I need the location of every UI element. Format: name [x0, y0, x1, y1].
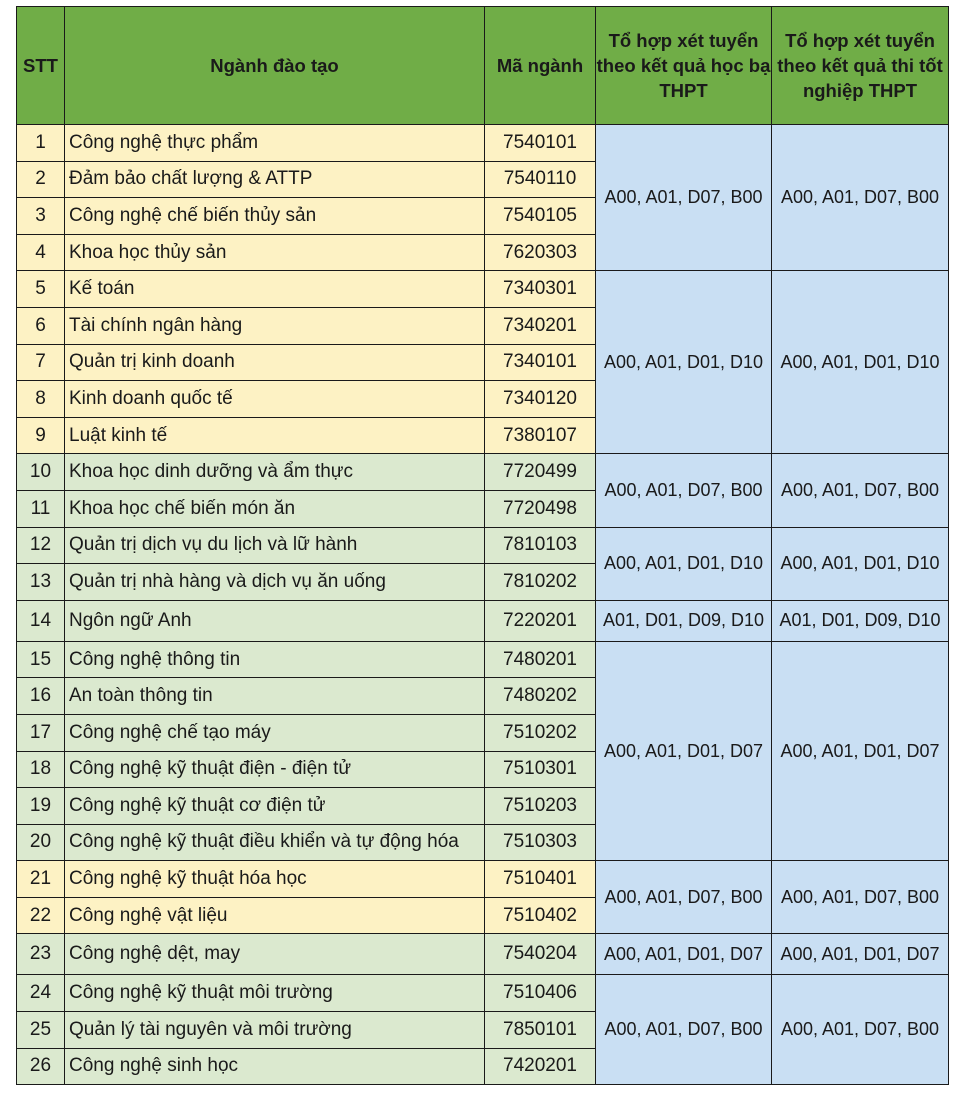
stt-cell: 3 [17, 198, 65, 235]
stt-cell: 5 [17, 271, 65, 308]
major-cell: Quản trị kinh doanh [65, 344, 485, 381]
major-cell: Luật kinh tế [65, 417, 485, 454]
combo-thi-cell: A00, A01, D01, D07 [772, 641, 949, 861]
code-cell: 7340301 [485, 271, 596, 308]
code-cell: 7510406 [485, 975, 596, 1012]
code-cell: 7540204 [485, 934, 596, 975]
header-row [17, 7, 949, 125]
code-cell: 7220201 [485, 600, 596, 641]
table-row [17, 934, 949, 975]
combo-thi-cell: A01, D01, D09, D10 [772, 600, 949, 641]
stt-cell: 11 [17, 490, 65, 527]
stt-cell: 4 [17, 234, 65, 271]
code-cell: 7340120 [485, 381, 596, 418]
header-combo-hocba: Tổ hợp xét tuyển theo kết quả học bạ THPT [596, 7, 772, 125]
combo-hocba-cell: A00, A01, D01, D07 [596, 934, 772, 975]
major-cell: Quản trị nhà hàng và dịch vụ ăn uống [65, 564, 485, 601]
stt-cell: 8 [17, 381, 65, 418]
table-row [17, 271, 949, 308]
major-cell: Công nghệ kỹ thuật cơ điện tử [65, 788, 485, 825]
table-row [17, 600, 949, 641]
combo-thi-cell: A00, A01, D01, D10 [772, 271, 949, 454]
code-cell: 7420201 [485, 1048, 596, 1085]
stt-cell: 18 [17, 751, 65, 788]
stt-cell: 16 [17, 678, 65, 715]
stt-cell: 24 [17, 975, 65, 1012]
major-cell: Khoa học chế biến món ăn [65, 490, 485, 527]
combo-hocba-cell: A00, A01, D07, B00 [596, 861, 772, 934]
major-cell: Công nghệ thực phẩm [65, 125, 485, 162]
header-code: Mã ngành [485, 7, 596, 125]
combo-hocba-cell: A00, A01, D07, B00 [596, 975, 772, 1085]
major-cell: Công nghệ dệt, may [65, 934, 485, 975]
major-cell: Công nghệ kỹ thuật hóa học [65, 861, 485, 898]
major-cell: Công nghệ chế biến thủy sản [65, 198, 485, 235]
stt-cell: 14 [17, 600, 65, 641]
table-row [17, 527, 949, 564]
combo-thi-cell: A00, A01, D01, D10 [772, 527, 949, 600]
combo-hocba-cell: A00, A01, D01, D10 [596, 271, 772, 454]
code-cell: 7510401 [485, 861, 596, 898]
header-combo-thi: Tổ hợp xét tuyển theo kết quả thi tốt nghiệp THPT [772, 7, 949, 125]
combo-hocba-cell: A00, A01, D01, D07 [596, 641, 772, 861]
code-cell: 7540110 [485, 161, 596, 198]
code-cell: 7720498 [485, 490, 596, 527]
major-cell: Tài chính ngân hàng [65, 307, 485, 344]
combo-thi-cell: A00, A01, D07, B00 [772, 975, 949, 1085]
code-cell: 7510303 [485, 824, 596, 861]
stt-cell: 23 [17, 934, 65, 975]
major-cell: Công nghệ sinh học [65, 1048, 485, 1085]
combo-thi-cell: A00, A01, D01, D07 [772, 934, 949, 975]
stt-cell: 7 [17, 344, 65, 381]
code-cell: 7540105 [485, 198, 596, 235]
header-major: Ngành đào tạo [65, 7, 485, 125]
code-cell: 7340201 [485, 307, 596, 344]
code-cell: 7810202 [485, 564, 596, 601]
major-cell: Công nghệ kỹ thuật điều khiển và tự động hóa [65, 824, 485, 861]
major-cell: Quản lý tài nguyên và môi trường [65, 1012, 485, 1049]
code-cell: 7380107 [485, 417, 596, 454]
combo-hocba-cell: A00, A01, D07, B00 [596, 454, 772, 527]
stt-cell: 21 [17, 861, 65, 898]
code-cell: 7540101 [485, 125, 596, 162]
code-cell: 7620303 [485, 234, 596, 271]
major-cell: Kế toán [65, 271, 485, 308]
code-cell: 7510301 [485, 751, 596, 788]
combo-hocba-cell: A00, A01, D07, B00 [596, 125, 772, 271]
table-row [17, 125, 949, 162]
major-cell: Công nghệ kỹ thuật điện - điện tử [65, 751, 485, 788]
code-cell: 7850101 [485, 1012, 596, 1049]
major-cell: An toàn thông tin [65, 678, 485, 715]
major-cell: Ngôn ngữ Anh [65, 600, 485, 641]
stt-cell: 2 [17, 161, 65, 198]
code-cell: 7810103 [485, 527, 596, 564]
admission-table [16, 6, 949, 1085]
table-row [17, 975, 949, 1012]
table-row [17, 861, 949, 898]
major-cell: Khoa học dinh dưỡng và ẩm thực [65, 454, 485, 491]
stt-cell: 20 [17, 824, 65, 861]
major-cell: Công nghệ chế tạo máy [65, 714, 485, 751]
major-cell: Đảm bảo chất lượng & ATTP [65, 161, 485, 198]
code-cell: 7480202 [485, 678, 596, 715]
stt-cell: 13 [17, 564, 65, 601]
code-cell: 7510402 [485, 897, 596, 934]
combo-thi-cell: A00, A01, D07, B00 [772, 861, 949, 934]
code-cell: 7340101 [485, 344, 596, 381]
header-stt: STT [17, 7, 65, 125]
stt-cell: 17 [17, 714, 65, 751]
code-cell: 7510202 [485, 714, 596, 751]
major-cell: Công nghệ thông tin [65, 641, 485, 678]
stt-cell: 10 [17, 454, 65, 491]
major-cell: Quản trị dịch vụ du lịch và lữ hành [65, 527, 485, 564]
code-cell: 7510203 [485, 788, 596, 825]
code-cell: 7720499 [485, 454, 596, 491]
table-row [17, 454, 949, 491]
major-cell: Công nghệ vật liệu [65, 897, 485, 934]
combo-thi-cell: A00, A01, D07, B00 [772, 454, 949, 527]
code-cell: 7480201 [485, 641, 596, 678]
combo-hocba-cell: A00, A01, D01, D10 [596, 527, 772, 600]
stt-cell: 22 [17, 897, 65, 934]
stt-cell: 9 [17, 417, 65, 454]
stt-cell: 19 [17, 788, 65, 825]
combo-thi-cell: A00, A01, D07, B00 [772, 125, 949, 271]
combo-hocba-cell: A01, D01, D09, D10 [596, 600, 772, 641]
major-cell: Công nghệ kỹ thuật môi trường [65, 975, 485, 1012]
stt-cell: 26 [17, 1048, 65, 1085]
stt-cell: 12 [17, 527, 65, 564]
stt-cell: 25 [17, 1012, 65, 1049]
stt-cell: 1 [17, 125, 65, 162]
table-row [17, 641, 949, 678]
major-cell: Khoa học thủy sản [65, 234, 485, 271]
stt-cell: 15 [17, 641, 65, 678]
major-cell: Kinh doanh quốc tế [65, 381, 485, 418]
stt-cell: 6 [17, 307, 65, 344]
